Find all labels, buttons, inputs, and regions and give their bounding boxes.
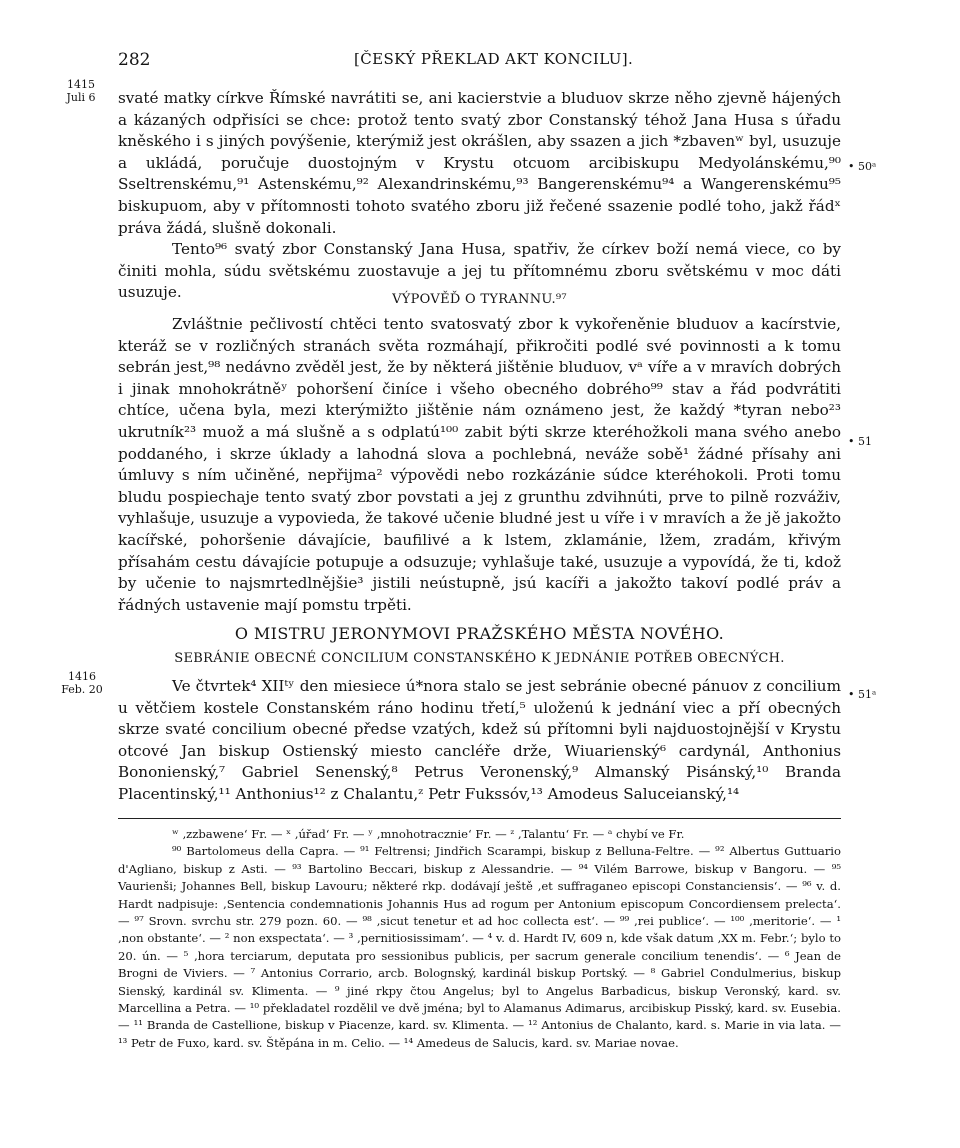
footnote: ⁹⁰ Bartolomeus della Capra. — ⁹¹ Feltrensi; Jindřich Scarampi, biskup z Belluna-Feltre. — ⁹² Albertus Guttuario d'Agliano, biskup z Asti. — ⁹³ Bartolino Beccari, biskup z Alessandrie. — ⁹⁴ Vilém Barrowe, biskup v Bangoru. — ⁹⁵ Vaurienši; Johannes Bell, biskup Lavouru; některé rkp. dodávají ještě ‚et suffraganeo episcopi Constanciensis‘. — ⁹⁶ v. d. Hardt nadpisuje: ‚Sentencia condemnationis Johannis Hus ad rogum per Antonium episcopum Concordiensem prelecta‘. — ⁹⁷ Srovn. svrchu str. 279 pozn. 60. — ⁹⁸ ‚sicut tenetur et ad hoc collecta est‘. — ⁹⁹ ‚rei publice‘. — ¹⁰⁰ ‚meritorie‘. — ¹ ‚non obstante‘. — ² non exspectata‘. — ³ ‚pernitiosissimam‘. — ⁴ v. d. Hardt IV, 609 n, kde však datum ‚XX m. Febr.‘; bylo to 20. ún. — ⁵ ‚hora terciarum, deputata pro sessionibus publicis, per sacrum generale concilium tenendis‘. — ⁶ Jean de Brogni de Viviers. — ⁷ Antonius Corrario, arcb. Bolognský, kardinál biskup Portský. — ⁸ Gabriel Condulmerius, biskup Sienský, kardinál sv. Klimenta. — ⁹ jiné rkpy čtou Angelus; byl to Angelus Barbadicus, biskup Veronský, kard. sv. Marcellina a Petra. — ¹⁰ překladatel rozdělil ve dvě jména; byl to Alamanus Adimarus, arcibiskup Pisský, kard. sv. Eusebia. — ¹¹ Branda de Castellione, biskup v Piacenze, kard. sv. Klimenta. — ¹² Antonius de Chalanto, kard. s. Marie in via lata. — ¹³ Petr de Fuxo, kard. sv. Štěpána in m. Celio. — ¹⁴ Amedeus de Salucis, kard. sv. Mariae novae. bbox=[118, 844, 841, 1050]
margin-date-1-day: Juli 6 bbox=[66, 91, 96, 104]
page-number: 282 bbox=[118, 50, 151, 70]
paragraph: Ve čtvrtek⁴ XIIᵗʸ den miesiece ú*nora stalo se jest sebránie obecné pánuov z concilium u větčiem kostele Constanském ráno hodinu třetí,⁵ uloženú k jednání viec a pří obecných skrze svaté concilium obecné předse vzatých, kdež sú přítomni byli najduostojnější v Krystu otcové Jan biskup Ostienský miesto cancléře drže, Wiuarienský⁶ cardynál, Anthonius Bononienský,⁷ Gabriel Senenský,⁸ Petrus Veronenský,⁹ Almanský Pisánský,¹⁰ Branda Placentinský,¹¹ Anthonius¹² z Chalantu,ᶻ Petr Fukssóv,¹³ Amodeus Saluceianský,¹⁴ bbox=[118, 677, 841, 803]
margin-folio-50a: • 50ᵃ bbox=[848, 160, 877, 173]
subheading-council-assembly: SEBRÁNIE OBECNÉ CONCILIUM CONSTANSKÉHO K JEDNÁNIE POTŘEB OBECNÝCH. bbox=[174, 651, 785, 666]
running-title: [ČESKÝ PŘEKLAD AKT KONCILU]. bbox=[354, 50, 634, 68]
heading-jeronym: O MISTRU JERONYMOVI PRAŽSKÉHO MĚSTA NOVÉHO. bbox=[234, 624, 725, 643]
paragraph: svaté matky církve Římské navrátiti se, ani kacierstvie a bluduov skrze něho zjevně hájených a kázaných odpřisíci se chce: protož tento svatý zbor Constanský téhož Jana Husa s úřadu kněského i s jiných povýšenie, kterýmiž jest okrášlen, aby ssazen a jich *zbavenʷ byl, usuzuje a ukládá, poručuje duostojným v Krystu otcuom arcibiskupu Medyolánskému,⁹⁰ Sseltrenskému,⁹¹ Astenskému,⁹² Alexandrinskému,⁹³ Bangerenskému⁹⁴ a Wangerenskému⁹⁵ biskupuom, aby v přítomnosti tohoto svatého zboru již řečené ssazenie podlé toho, jakž řádˣ práva žádá, slušně dokonali. bbox=[118, 89, 841, 237]
margin-date-2 bbox=[54, 670, 110, 696]
footnote: ʷ ‚zzbawene‘ Fr. — ˣ ‚úřad‘ Fr. — ʸ ‚mnohotracznie‘ Fr. — ᶻ ‚Talantu‘ Fr. — ᵃ chybí ve Fr. bbox=[172, 827, 685, 841]
paragraph: Tento⁹⁶ svatý zbor Constanský Jana Husa, spatřiv, že církev boží nemá viece, co by činiti mohla, súdu světskému zuostavuje a jej tu přítomnému zboru světskému v moc dáti usuzuje. bbox=[118, 240, 841, 302]
margin-folio-51a: • 51ᵃ bbox=[848, 688, 877, 701]
footnotes bbox=[118, 826, 841, 1052]
margin-folio-51: • 51 bbox=[848, 435, 872, 448]
margin-date-2-year: 1416 bbox=[68, 670, 96, 683]
section-tyrant-verdict bbox=[118, 314, 841, 616]
margin-date-2-day: Feb. 20 bbox=[61, 683, 103, 696]
section-council-assembly bbox=[118, 676, 841, 806]
margin-date-1 bbox=[56, 78, 106, 104]
margin-date-1-year: 1415 bbox=[67, 78, 95, 91]
heading-tyrant-verdict: VÝPOVĚĎ O TYRANNU.⁹⁷ bbox=[392, 292, 567, 307]
section-hus-sentence bbox=[118, 88, 841, 304]
footnote-divider bbox=[118, 818, 841, 819]
paragraph: Zvláštnie pečlivostí chtěci tento svatosvatý zbor k vykořeněnie bluduov a kacírstvie, kteráž se v rozličných stranách světa rozmáhají, přikročiti podlé své povinnosti a k tomu sebrán jest,⁹⁸ nedávno zvěděl jest, že by některá jištěnie bluduov, vᵃ víře a v mravích dobrých i jinak mnohokrátněʸ pohoršení činíce i všeho obecného dobrého⁹⁹ stav a řád podvrátiti chtíce, učena byla, mezi kterýmižto jištěnie nám oznámeno jest, že každý *tyran nebo²³ ukrutník²³ muož a má slušně a s odplatú¹⁰⁰ zabit býti skrze kteréhožkoli mana svého anebo poddaného, i skrze úklady a lahodná slova a pochlebná, neváže sobě¹ žádné přísahy ani úmluvy s ním učiněné, nepřijma² výpovědi nebo rozkázánie súdce kteréhokoli. Proti tomu bludu pospiechaje tento svatý zbor povstati a jej z grunthu zdvihnúti, prve to pilně rozváživ, vyhlašuje, usuzuje a vypovieda, že takové učenie bludné jest u víře i v mravích a že jě jakožto kacířské, pohoršenie dávajície, baufilivé a k lstem, zklamánie, lžem, zradám, křivým přísahám cestu dávajície potupuje a odsuzuje; vyhlašuje také, usuzuje a vypovídá, že ti, kdož by učenie to najsmrtedlnějšie³ jistili neústupně, jsú kacíři a jakožto takoví podlé práv a řádných ustavenie mají pomstu trpěti. bbox=[118, 315, 841, 614]
